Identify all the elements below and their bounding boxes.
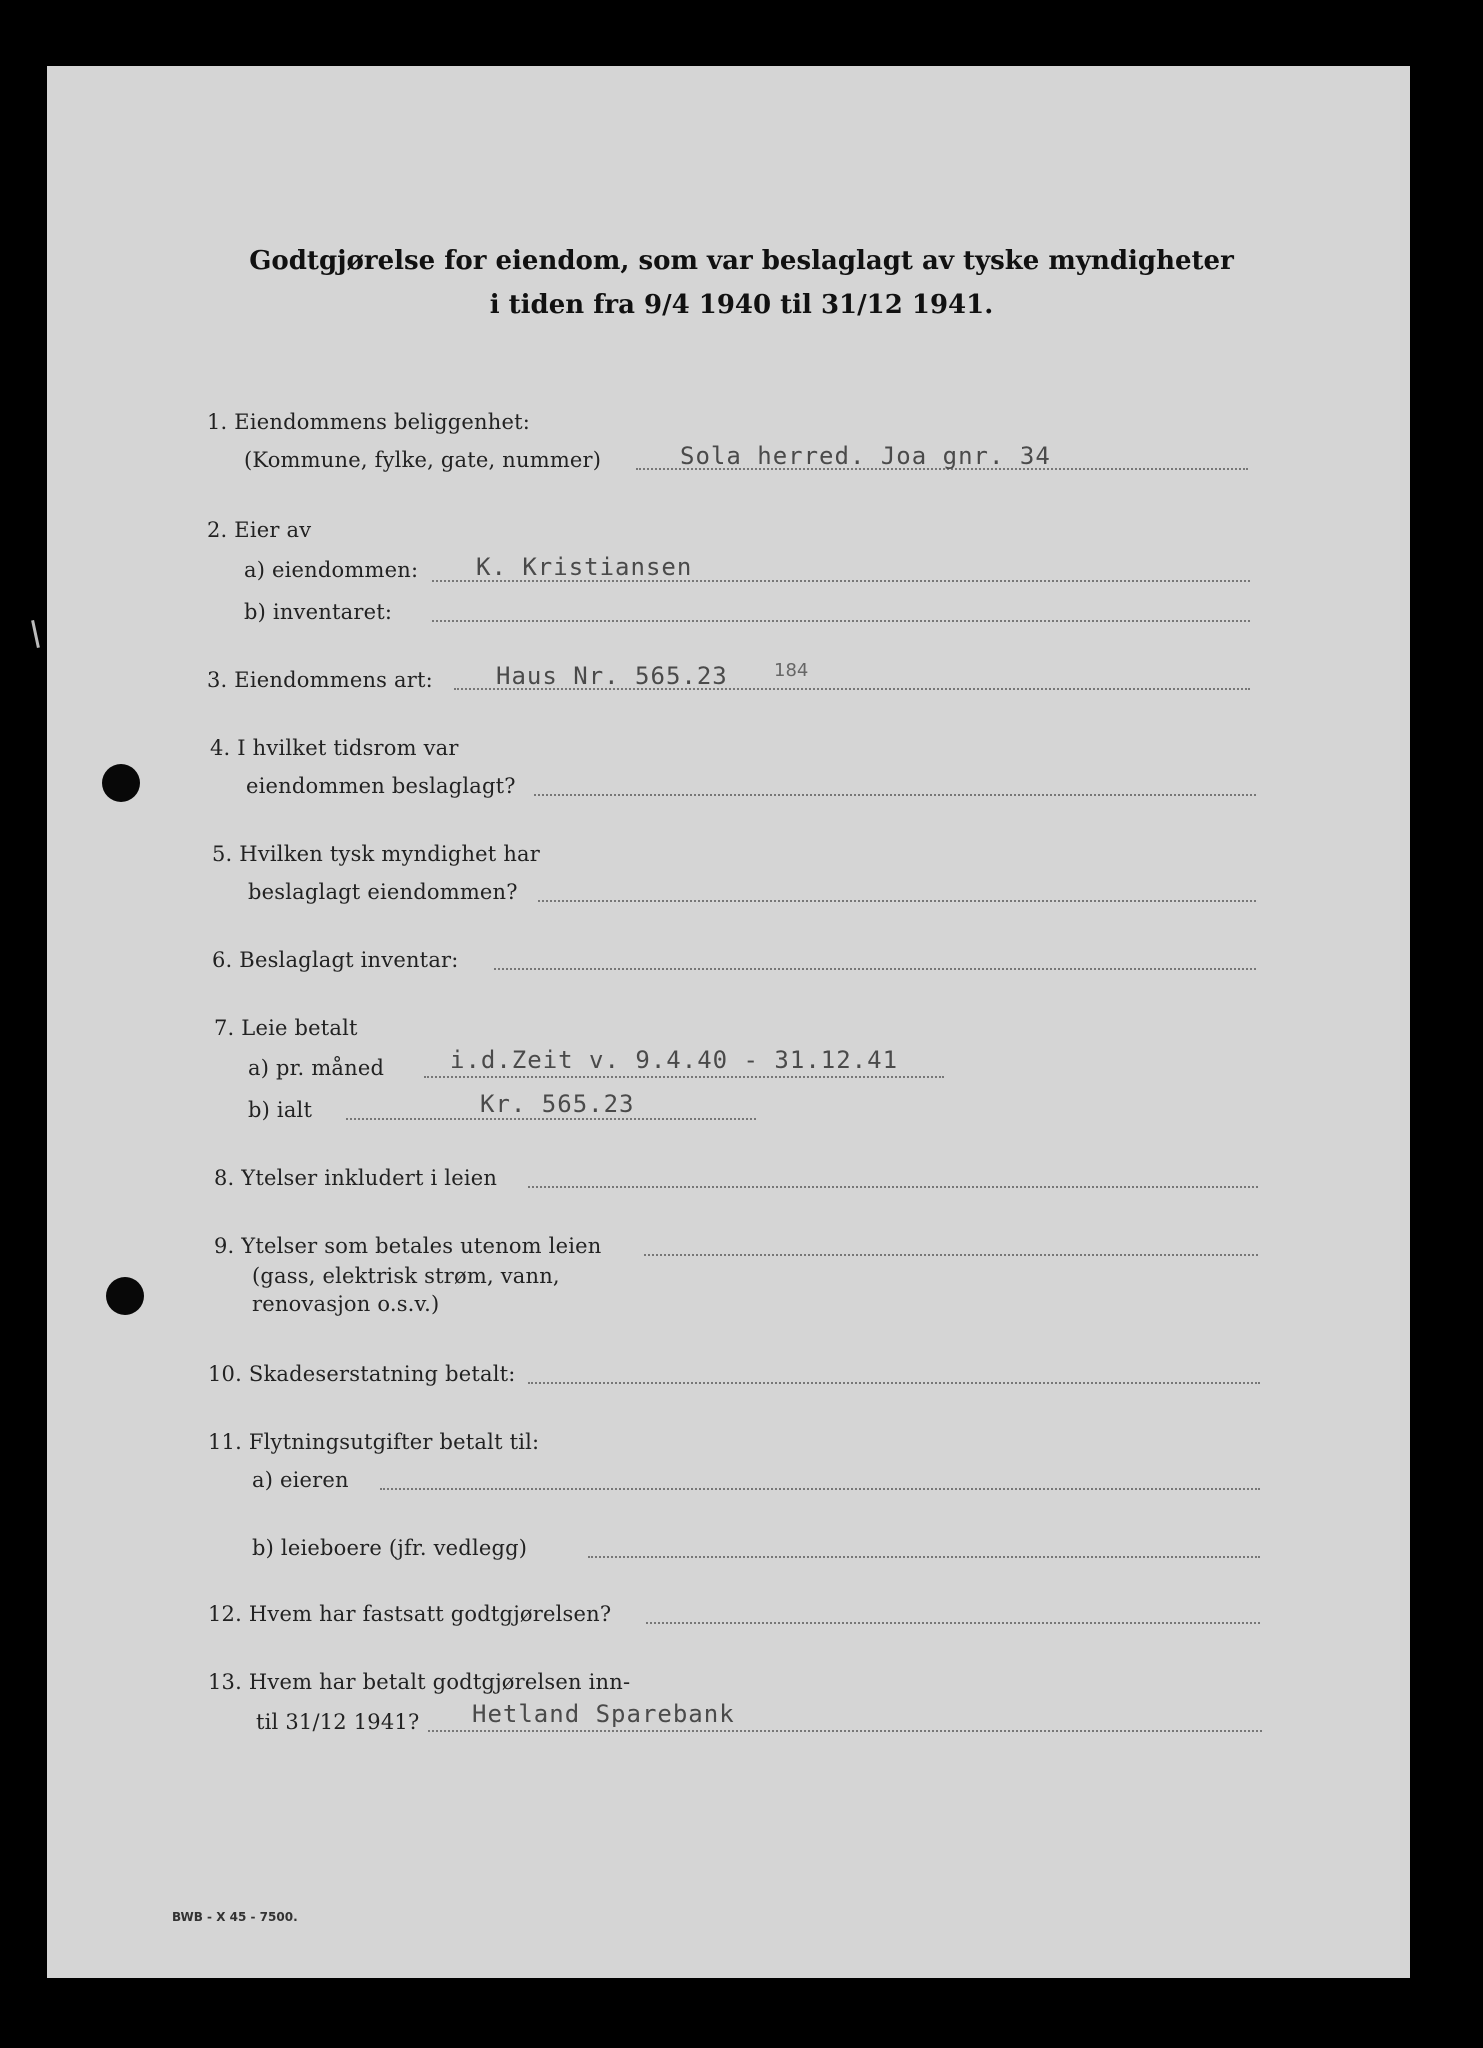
margin-mark [31, 620, 40, 648]
q11b-label: b) leieboere (jfr. vedlegg) [252, 1536, 528, 1560]
q9-label: 9. Ytelser som betales utenom leien [214, 1234, 602, 1258]
q9-sublabel-2: renovasjon o.s.v.) [252, 1292, 440, 1316]
q10-line [528, 1382, 1260, 1384]
q13-sublabel: til 31/12 1941? [256, 1710, 420, 1734]
q2b-line [432, 620, 1250, 622]
q5-sublabel: beslaglagt eiendommen? [248, 880, 518, 904]
q3-pen-note: 184 [774, 660, 809, 681]
q3-label: 3. Eiendommens art: [207, 668, 433, 692]
q7-label: 7. Leie betalt [214, 1016, 358, 1040]
q13-line [428, 1730, 1262, 1732]
q13-value: Hetland Sparebank [472, 1700, 735, 1728]
q5-label: 5. Hvilken tysk myndighet har [212, 842, 541, 866]
q11-label: 11. Flytningsutgifter betalt til: [208, 1430, 540, 1454]
q2a-value: K. Kristiansen [476, 553, 693, 581]
q7a-label: a) pr. måned [248, 1056, 385, 1080]
q2b-label: b) inventaret: [244, 600, 393, 624]
q9-sublabel-1: (gass, elektrisk strøm, vann, [252, 1264, 560, 1288]
print-code: BWB - X 45 - 7500. [172, 1910, 298, 1924]
q12-label: 12. Hvem har fastsatt godtgjørelsen? [208, 1602, 612, 1626]
q12-line [646, 1622, 1260, 1624]
q7a-value: i.d.Zeit v. 9.4.40 - 31.12.41 [450, 1046, 899, 1074]
q11a-label: a) eieren [252, 1468, 349, 1492]
q8-label: 8. Ytelser inkludert i leien [214, 1166, 498, 1190]
q4-sublabel: eiendommen beslaglagt? [246, 774, 516, 798]
q11b-line [588, 1556, 1260, 1558]
punch-hole-top [102, 764, 140, 802]
form-title-line-2: i tiden fra 9/4 1940 til 31/12 1941. [489, 290, 994, 320]
q2-label: 2. Eier av [207, 518, 312, 542]
q3-value: Haus Nr. 565.23 [496, 662, 728, 690]
q13-label: 13. Hvem har betalt godtgjørelsen inn- [208, 1670, 631, 1694]
q6-label: 6. Beslaglagt inventar: [212, 948, 459, 972]
q6-line [494, 968, 1256, 970]
q4-label: 4. I hvilket tidsrom var [210, 736, 459, 760]
punch-hole-bottom [106, 1277, 144, 1315]
q5-line [538, 900, 1256, 902]
q10-label: 10. Skadeserstatning betalt: [208, 1362, 516, 1386]
q2a-label: a) eiendommen: [244, 558, 419, 582]
q7a-line [424, 1076, 944, 1078]
q7b-label: b) ialt [248, 1098, 313, 1122]
q1-sublabel: (Kommune, fylke, gate, nummer) [244, 448, 602, 472]
q1-value: Sola herred. Joa gnr. 34 [680, 442, 1051, 470]
q1-label: 1. Eiendommens beliggenhet: [207, 410, 531, 434]
q7b-line [346, 1118, 756, 1120]
form-title-line-1: Godtgjørelse for eiendom, som var beslaglagt av tyske myndigheter [249, 246, 1234, 276]
q8-line [528, 1186, 1258, 1188]
q11a-line [380, 1488, 1260, 1490]
q9-line [644, 1254, 1258, 1256]
q4-line [534, 794, 1256, 796]
q7b-value: Kr. 565.23 [480, 1090, 635, 1118]
